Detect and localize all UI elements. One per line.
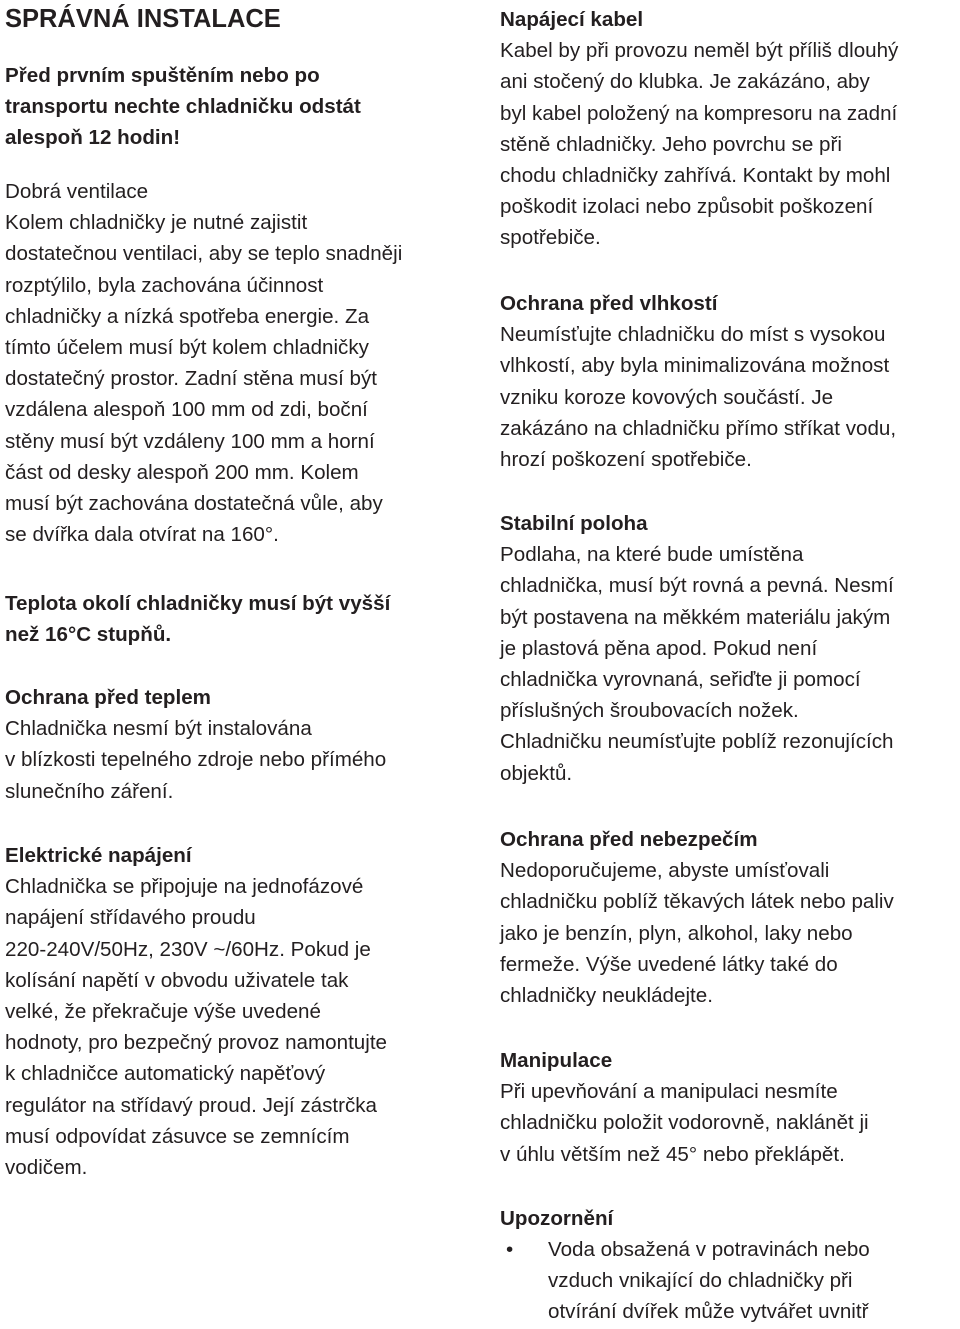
intro-line: Před prvním spuštěním nebo po — [5, 64, 320, 87]
body-line: vodičem. — [5, 1156, 88, 1180]
section-ventilation — [5, 176, 402, 550]
body-line: spotřebiče. — [500, 226, 601, 250]
body-line: Kolem chladničky je nutné zajistit — [5, 211, 308, 235]
body-line: Neumísťujte chladničku do míst s vysokou — [500, 323, 886, 347]
section-handling — [500, 1045, 869, 1170]
intro-line: alespoň 12 hodin! — [5, 126, 181, 150]
body-line: Chladnička nesmí být instalována — [5, 717, 312, 741]
section-heading: Napájecí kabel — [500, 8, 644, 31]
body-line: hrozí poškození spotřebiče. — [500, 448, 752, 472]
body-line: musí odpovídat zásuvce se zemnícím — [5, 1124, 350, 1148]
section-heading: Ochrana před vlhkostí — [500, 292, 718, 315]
bullet-icon: • — [506, 1238, 514, 1261]
body-line: otvírání dvířek může vytvářet uvnitř — [548, 1300, 869, 1324]
body-line: chladničku poblíž těkavých látek nebo paliv — [500, 890, 894, 914]
section-heading: Upozornění — [500, 1207, 614, 1230]
section-heat-protection — [5, 682, 386, 807]
section-heading: Ochrana před teplem — [5, 686, 211, 709]
body-line: Chladnička se připojuje na jednofázové — [5, 875, 364, 899]
body-line: regulátor na střídavý proud. Její zástrčka — [5, 1093, 378, 1117]
body-line: Podlaha, na které bude umístěna — [500, 543, 804, 567]
body-line: vzniku koroze kovových součástí. Je — [500, 385, 834, 409]
body-line: tímto účelem musí být kolem chladničky — [5, 336, 369, 360]
body-line: vzdálena alespoň 100 mm od zdi, boční — [5, 398, 368, 422]
body-line: slunečního záření. — [5, 779, 174, 803]
section-power-cable — [500, 4, 898, 254]
body-line: je plastová pěna apod. Pokud není — [500, 636, 818, 660]
body-line: byl kabel položený na kompresoru na zadní — [500, 101, 898, 125]
section-power — [5, 840, 387, 1183]
body-line: fermeže. Výše uvedené látky také do — [500, 952, 838, 976]
page-title: SPRÁVNÁ INSTALACE — [5, 5, 281, 33]
body-line: zakázáno na chladničku přímo stříkat vodu, — [500, 416, 897, 440]
body-line: jako je benzín, plyn, alkohol, laky nebo — [500, 921, 853, 945]
intro-warning — [5, 60, 361, 154]
body-line: velké, že překračuje výše uvedené — [5, 1000, 321, 1024]
body-line: stěny musí být vzdáleny 100 mm a horní — [5, 429, 375, 453]
temperature-line: než 16°C stupňů. — [5, 623, 172, 647]
body-line: chodu chladničky zahřívá. Kontakt by mohl — [500, 164, 891, 188]
body-line: Při upevňování a manipulaci nesmíte — [500, 1080, 838, 1104]
body-line: napájení střídavého proudu — [5, 906, 256, 930]
body-line: chladničku položit vodorovně, naklánět ji — [500, 1111, 869, 1135]
temperature-line: Teplota okolí chladničky musí být vyšší — [5, 592, 391, 615]
body-line: stěně chladničky. Jeho povrchu se při — [500, 132, 842, 156]
body-line: dostatečný prostor. Zadní stěna musí být — [5, 367, 378, 391]
body-line: k chladničce automatický napěťový — [5, 1062, 326, 1086]
body-line: chladnička vyrovnaná, seřiďte ji pomocí — [500, 668, 861, 692]
list-item — [548, 1234, 870, 1328]
body-line: v úhlu větším než 45° nebo překlápět. — [500, 1142, 845, 1166]
body-line: se dvířka dala otvírat na 160°. — [5, 523, 279, 547]
body-line: rozptýlilo, byla zachována účinnost — [5, 273, 324, 297]
body-line: vlhkostí, aby byla minimalizována možnost — [500, 354, 890, 378]
section-heading: Elektrické napájení — [5, 844, 192, 867]
body-line: dostatečnou ventilaci, aby se teplo snadněji — [5, 242, 403, 266]
body-line: Chladničku neumísťujte poblíž rezonujících — [500, 730, 894, 754]
body-line: v blízkosti tepelného zdroje nebo přímého — [5, 748, 387, 772]
section-heading: Ochrana před nebezpečím — [500, 828, 758, 851]
body-line: Nedoporučujeme, abyste umísťovali — [500, 859, 830, 883]
section-heading: Dobrá ventilace — [5, 180, 149, 203]
body-line: být postavena na měkkém materiálu jakým — [500, 605, 891, 629]
body-line: ani stočený do klubka. Je zakázáno, aby — [500, 70, 870, 94]
body-line: chladničky a nízká spotřeba energie. Za — [5, 304, 370, 328]
body-line: vzduch vnikající do chladničky při — [548, 1269, 853, 1293]
body-line: objektů. — [500, 761, 573, 785]
body-line: Voda obsažená v potravinách nebo — [548, 1238, 870, 1261]
section-heading: Stabilní poloha — [500, 512, 648, 535]
section-heading: Manipulace — [500, 1049, 613, 1072]
body-line: kolísání napětí v obvodu uživatele tak — [5, 968, 349, 992]
section-danger-protection — [500, 824, 894, 1011]
body-line: příslušných šroubovacích nožek. — [500, 699, 799, 723]
section-humidity-protection — [500, 288, 896, 475]
body-line: chladnička, musí být rovná a pevná. Nesmí — [500, 574, 894, 598]
body-line: musí být zachována dostatečná vůle, aby — [5, 492, 383, 516]
body-line: poškodit izolaci nebo způsobit poškození — [500, 195, 874, 219]
intro-line: transportu nechte chladničku odstát — [5, 95, 361, 119]
body-line: hodnoty, pro bezpečný provoz namontujte — [5, 1031, 387, 1055]
body-line: Kabel by při provozu neměl být příliš dlouhý — [500, 39, 899, 63]
section-stable-position — [500, 508, 894, 789]
section-temperature — [5, 588, 390, 650]
body-line: 220-240V/50Hz, 230V ~/60Hz. Pokud je — [5, 937, 371, 961]
body-line: část od desky alespoň 200 mm. Kolem — [5, 460, 359, 484]
body-line: chladničky neukládejte. — [500, 984, 713, 1008]
section-warning — [500, 1203, 960, 1329]
